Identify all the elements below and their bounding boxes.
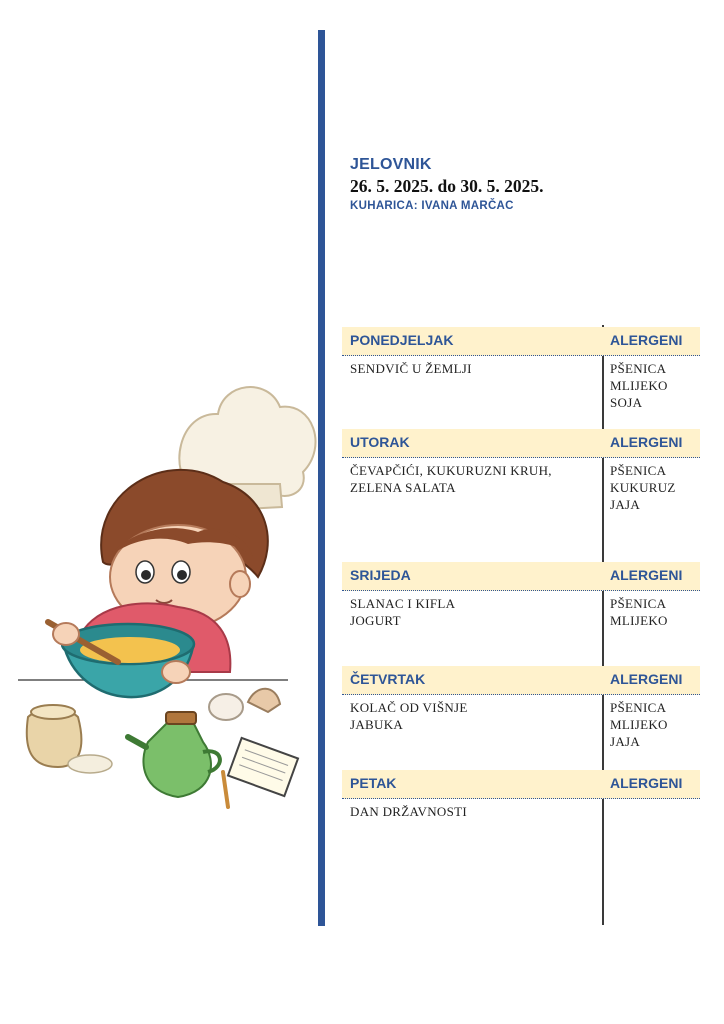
menu-cook: KUHARICA: IVANA MARČAC xyxy=(350,200,514,212)
day-block-wednesday xyxy=(342,562,700,662)
allergen-item: PŠENICA xyxy=(610,361,667,376)
allergen-item: MLIJEKO xyxy=(610,613,668,628)
day-header xyxy=(342,666,700,695)
meal-list xyxy=(350,699,600,733)
allergen-item: KUKURUZ xyxy=(610,480,676,495)
meal-list xyxy=(350,462,600,496)
day-header xyxy=(342,327,700,356)
allergen-list xyxy=(610,595,700,629)
allergen-item: MLIJEKO xyxy=(610,717,668,732)
meal-list xyxy=(350,803,600,820)
allergen-list xyxy=(610,360,700,411)
allergens-heading: ALERGENI xyxy=(610,775,683,791)
day-name: UTORAK xyxy=(350,434,410,450)
allergens-heading: ALERGENI xyxy=(610,332,683,348)
meal-item: DAN DRŽAVNOSTI xyxy=(350,804,467,819)
meal-item: KOLAČ OD VIŠNJE xyxy=(350,700,468,715)
day-header xyxy=(342,562,700,591)
day-block-friday xyxy=(342,770,700,830)
blue-vertical-rule xyxy=(318,30,325,926)
allergen-item: PŠENICA xyxy=(610,596,667,611)
allergens-heading: ALERGENI xyxy=(610,434,683,450)
day-name: SRIJEDA xyxy=(350,567,411,583)
day-block-thursday xyxy=(342,666,700,766)
meal-list xyxy=(350,360,600,377)
day-block-monday xyxy=(342,327,700,427)
allergens-heading: ALERGENI xyxy=(610,567,683,583)
meal-list xyxy=(350,595,600,629)
day-header xyxy=(342,429,700,458)
menu-header xyxy=(350,156,710,212)
day-header xyxy=(342,770,700,799)
menu-title: JELOVNIK xyxy=(350,156,432,173)
meal-item: JOGURT xyxy=(350,613,401,628)
allergen-item: MLIJEKO xyxy=(610,378,668,393)
allergens-heading: ALERGENI xyxy=(610,671,683,687)
meal-item: ČEVAPČIĆI, KUKURUZNI KRUH, xyxy=(350,463,552,478)
meal-item: SLANAC I KIFLA xyxy=(350,596,456,611)
allergen-list xyxy=(610,462,700,513)
child-chef-illustration xyxy=(18,372,318,812)
meal-item: SENDVIČ U ŽEMLJI xyxy=(350,361,472,376)
day-name: PONEDJELJAK xyxy=(350,332,454,348)
allergen-item: JAJA xyxy=(610,497,641,512)
meal-item: ZELENA SALATA xyxy=(350,480,456,495)
child-chef-icon xyxy=(18,372,318,812)
menu-dates: 26. 5. 2025. do 30. 5. 2025. xyxy=(350,176,544,196)
allergen-item: SOJA xyxy=(610,395,643,410)
day-name: PETAK xyxy=(350,775,397,791)
day-name: ČETVRTAK xyxy=(350,671,426,687)
allergen-item: PŠENICA xyxy=(610,700,667,715)
allergen-item: JAJA xyxy=(610,734,641,749)
meal-item: JABUKA xyxy=(350,717,404,732)
day-block-tuesday xyxy=(342,429,700,559)
allergen-list xyxy=(610,699,700,750)
allergen-item: PŠENICA xyxy=(610,463,667,478)
